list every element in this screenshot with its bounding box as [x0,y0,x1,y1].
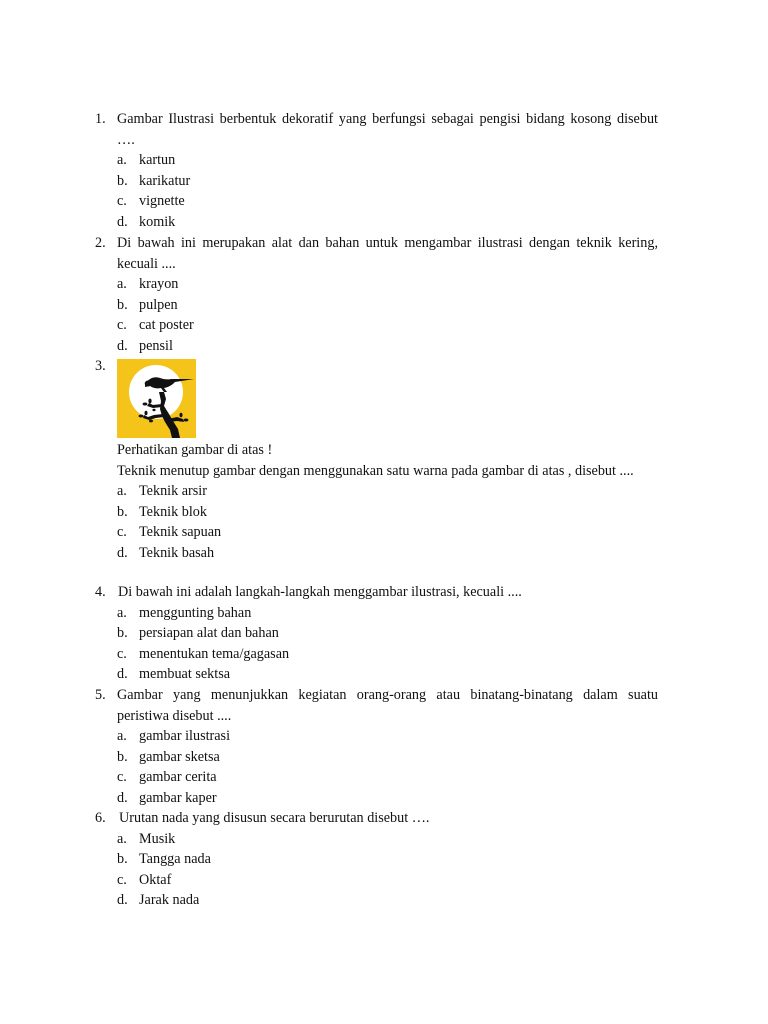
option-a [117,481,658,502]
option-a [117,829,658,850]
option-letter: a. [117,152,127,169]
option-text: cat poster [139,317,194,334]
question-instruction: Perhatikan gambar di atas ! [117,442,273,458]
option-text: gambar sketsa [139,748,220,765]
option-text: Tangga nada [139,851,211,868]
option-list [117,829,658,911]
bird-silhouette-image-icon [117,359,196,438]
question-number: 6. [95,810,106,826]
option-text: vignette [139,193,185,210]
option-letter: b. [117,172,128,189]
option-text: Jarak nada [139,892,200,909]
option-a [117,603,658,624]
option-d [117,664,658,685]
question-number: 5. [95,687,106,703]
question-3 [95,356,658,564]
option-text: Teknik basah [139,544,215,561]
option-text: karikatur [139,172,191,189]
question-number: 3. [95,358,106,374]
option-d [117,336,658,357]
moon-shape [129,365,183,419]
option-letter: a. [117,276,127,293]
option-text: pulpen [139,296,178,313]
option-letter: b. [117,625,128,642]
option-list [117,603,658,685]
option-b [117,747,658,768]
option-text: gambar cerita [139,769,217,786]
option-letter: b. [117,851,128,868]
option-a [117,274,658,295]
option-text: Teknik arsir [139,483,207,500]
option-d [117,890,658,911]
question-5 [95,685,658,809]
option-list [117,274,658,356]
option-letter: d. [117,666,128,683]
question-text: Di bawah ini merupakan alat dan bahan untuk mengambar ilustrasi dengan teknik kering, kecuali .... [117,235,658,272]
question-6 [95,808,658,911]
option-letter: a. [117,604,127,621]
option-text: kartun [139,152,176,169]
option-letter: b. [117,503,128,520]
option-text: persiapan alat dan bahan [139,625,279,642]
option-text: menentukan tema/gagasan [139,645,290,662]
option-d [117,788,658,809]
question-text: Teknik menutup gambar dengan menggunakan satu warna pada gambar di atas , disebut .... [117,462,634,479]
option-text: Teknik blok [139,503,207,520]
option-text: membuat sektsa [139,666,231,683]
option-text: krayon [139,276,179,293]
option-text: Musik [139,830,176,847]
option-b [117,623,658,644]
option-letter: c. [117,524,127,541]
option-text: pensil [139,337,173,354]
question-text: Gambar Ilustrasi berbentuk dekoratif yang berfungsi sebagai pengisi bidang kosong disebut …. [117,111,658,148]
question-text: Gambar yang menunjukkan kegiatan orang-orang atau binatang-binatang dalam suatu peristiwa disebut .... [117,687,658,724]
option-letter: d. [117,213,128,230]
option-b [117,849,658,870]
option-letter: d. [117,337,128,354]
option-letter: d. [117,544,128,561]
option-letter: c. [117,769,127,786]
question-number: 2. [95,235,106,251]
option-a [117,150,658,171]
option-c [117,315,658,336]
option-letter: a. [117,483,127,500]
option-b [117,295,658,316]
option-text: komik [139,213,176,230]
option-list [117,150,658,232]
option-letter: c. [117,193,127,210]
option-letter: a. [117,830,127,847]
question-4 [95,582,658,685]
option-letter: a. [117,728,127,745]
question-number: 1. [95,111,106,127]
option-b [117,171,658,192]
option-letter: d. [117,789,128,806]
option-c [117,191,658,212]
option-text: Oktaf [139,871,172,888]
question-1 [95,109,658,233]
question-text: Di bawah ini adalah langkah-langkah menggambar ilustrasi, kecuali .... [118,584,522,600]
option-c [117,644,658,665]
option-c [117,870,658,891]
option-text: menggunting bahan [139,604,252,621]
option-letter: d. [117,892,128,909]
option-text: gambar kaper [139,789,217,806]
option-c [117,767,658,788]
option-text: gambar ilustrasi [139,728,231,745]
option-b [117,502,658,523]
option-letter: c. [117,645,127,662]
question-2 [95,233,658,357]
option-d [117,543,658,564]
option-letter: c. [117,317,127,334]
option-text: Teknik sapuan [139,524,222,541]
option-letter: b. [117,296,128,313]
question-number: 4. [95,584,106,600]
option-c [117,522,658,543]
option-d [117,212,658,233]
option-letter: b. [117,748,128,765]
question-text: Urutan nada yang disusun secara berurutan disebut …. [119,810,430,826]
option-list [117,481,658,563]
option-a [117,726,658,747]
option-list [117,726,658,808]
option-letter: c. [117,871,127,888]
